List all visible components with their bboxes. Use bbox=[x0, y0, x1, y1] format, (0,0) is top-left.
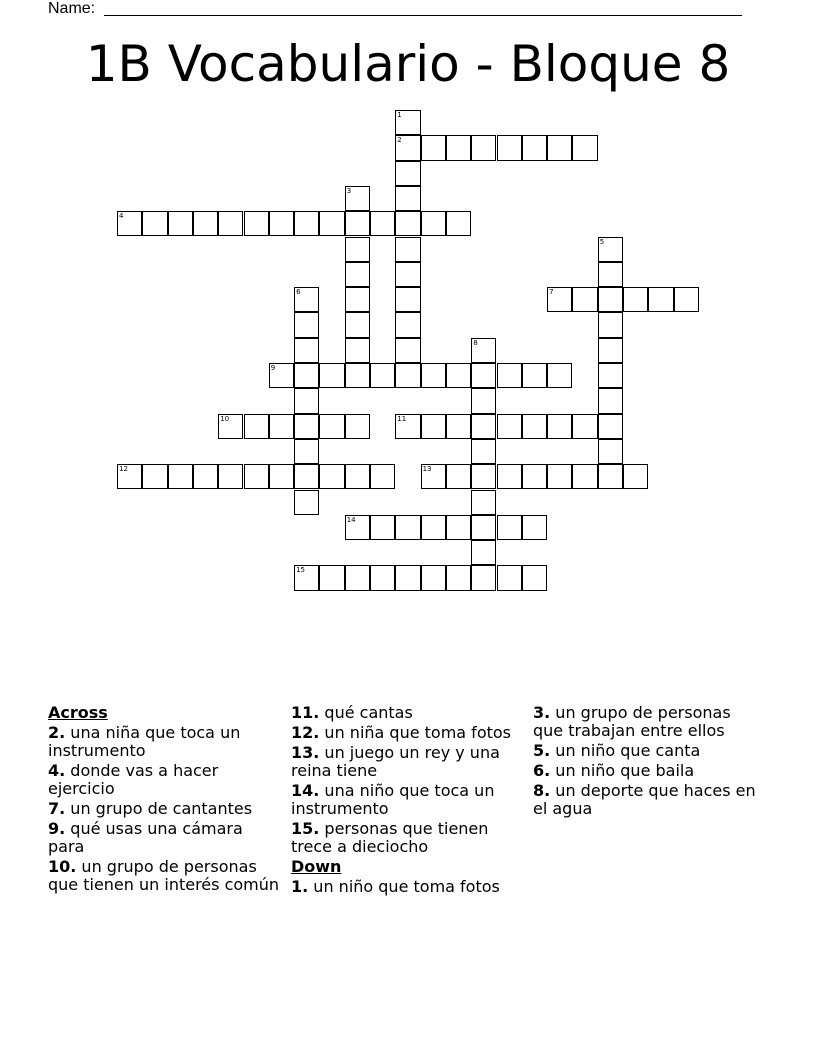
grid-cell[interactable] bbox=[395, 211, 420, 236]
grid-cell[interactable] bbox=[370, 565, 395, 590]
grid-cell[interactable] bbox=[471, 464, 496, 489]
grid-cell[interactable] bbox=[471, 540, 496, 565]
grid-cell[interactable] bbox=[168, 211, 193, 236]
grid-cell[interactable] bbox=[319, 565, 344, 590]
clue-number: 8 bbox=[473, 338, 478, 347]
grid-cell[interactable] bbox=[269, 211, 294, 236]
grid-cell[interactable] bbox=[395, 186, 420, 211]
grid-cell[interactable] bbox=[446, 135, 471, 160]
clue-item bbox=[48, 724, 280, 760]
grid-cell[interactable] bbox=[370, 211, 395, 236]
across-heading: Across bbox=[48, 703, 108, 722]
grid-cell[interactable] bbox=[471, 388, 496, 413]
grid-cell[interactable] bbox=[193, 464, 218, 489]
clue-number-label: 12. bbox=[291, 723, 320, 742]
clue-text: un grupo de cantantes bbox=[65, 799, 253, 818]
grid-cell[interactable] bbox=[471, 565, 496, 590]
grid-cell[interactable] bbox=[168, 464, 193, 489]
clue-text: un grupo de personas que tienen un interés común bbox=[48, 857, 280, 894]
grid-cell[interactable] bbox=[142, 464, 167, 489]
clue-text: un niño que baila bbox=[550, 761, 695, 780]
grid-cell[interactable] bbox=[395, 161, 420, 186]
grid-cell[interactable] bbox=[193, 211, 218, 236]
clue-item bbox=[291, 782, 523, 818]
grid-cell[interactable] bbox=[623, 464, 648, 489]
clue-item bbox=[533, 704, 765, 740]
clue-number-label: 6. bbox=[533, 761, 551, 780]
clue-number: 14 bbox=[346, 515, 356, 524]
grid-cell[interactable] bbox=[446, 515, 471, 540]
clue-text: un deporte que haces en el agua bbox=[533, 781, 756, 818]
clue-item bbox=[48, 858, 280, 894]
grid-cell[interactable] bbox=[648, 287, 673, 312]
page-title: 1B Vocabulario - Bloque 8 bbox=[85, 35, 731, 93]
grid-cell[interactable] bbox=[547, 414, 572, 439]
grid-cell[interactable] bbox=[522, 135, 547, 160]
grid-cell[interactable] bbox=[395, 565, 420, 590]
grid-cell[interactable] bbox=[446, 363, 471, 388]
clue-item bbox=[533, 762, 765, 780]
grid-cell[interactable] bbox=[598, 439, 623, 464]
grid-cell[interactable] bbox=[497, 464, 522, 489]
grid-cell[interactable] bbox=[294, 414, 319, 439]
grid-cell[interactable] bbox=[598, 464, 623, 489]
grid-cell[interactable] bbox=[446, 414, 471, 439]
grid-cell[interactable] bbox=[497, 363, 522, 388]
grid-cell[interactable] bbox=[294, 464, 319, 489]
clue-text: un niño que toma fotos bbox=[308, 877, 500, 896]
clue-number-label: 1. bbox=[291, 877, 309, 896]
clue-number-label: 14. bbox=[291, 781, 320, 800]
clue-number-label: 4. bbox=[48, 761, 66, 780]
grid-cell[interactable] bbox=[471, 414, 496, 439]
clues-column-1 bbox=[48, 704, 280, 896]
grid-cell[interactable] bbox=[345, 464, 370, 489]
grid-cell[interactable] bbox=[345, 262, 370, 287]
grid-cell[interactable] bbox=[446, 464, 471, 489]
grid-cell[interactable] bbox=[623, 287, 648, 312]
grid-cell[interactable] bbox=[572, 414, 597, 439]
clue-item bbox=[533, 782, 765, 818]
grid-cell[interactable] bbox=[598, 262, 623, 287]
grid-cell[interactable] bbox=[522, 565, 547, 590]
grid-cell[interactable] bbox=[598, 312, 623, 337]
grid-cell[interactable] bbox=[598, 414, 623, 439]
grid-cell[interactable] bbox=[598, 363, 623, 388]
grid-cell[interactable] bbox=[421, 211, 446, 236]
clue-number-label: 3. bbox=[533, 703, 551, 722]
grid-cell[interactable] bbox=[598, 338, 623, 363]
grid-cell[interactable] bbox=[421, 135, 446, 160]
grid-cell[interactable] bbox=[446, 565, 471, 590]
clue-item bbox=[291, 704, 523, 722]
grid-cell[interactable] bbox=[547, 464, 572, 489]
grid-cell[interactable] bbox=[572, 135, 597, 160]
clue-text: qué usas una cámara para bbox=[48, 819, 243, 856]
grid-cell[interactable] bbox=[446, 211, 471, 236]
grid-cell[interactable] bbox=[421, 363, 446, 388]
grid-cell[interactable] bbox=[395, 363, 420, 388]
clue-number: 1 bbox=[397, 111, 402, 119]
grid-cell[interactable] bbox=[471, 490, 496, 515]
clue-number: 6 bbox=[296, 288, 301, 297]
grid-cell[interactable] bbox=[319, 414, 344, 439]
clues-column-2 bbox=[291, 704, 523, 898]
grid-cell[interactable] bbox=[522, 464, 547, 489]
grid-cell[interactable] bbox=[294, 338, 319, 363]
clue-item bbox=[291, 744, 523, 780]
down-heading: Down bbox=[291, 857, 342, 876]
grid-cell[interactable] bbox=[370, 464, 395, 489]
grid-cell[interactable] bbox=[547, 135, 572, 160]
across-clue-list-continued bbox=[291, 704, 523, 856]
clue-number: 10 bbox=[220, 414, 230, 423]
grid-cell[interactable] bbox=[269, 414, 294, 439]
down-clue-list bbox=[291, 878, 523, 896]
clue-item bbox=[533, 742, 765, 760]
clue-item bbox=[291, 724, 523, 742]
grid-cell[interactable] bbox=[674, 287, 699, 312]
grid-cell[interactable] bbox=[218, 464, 243, 489]
grid-cell[interactable] bbox=[572, 287, 597, 312]
grid-cell[interactable] bbox=[294, 388, 319, 413]
clues-column-3 bbox=[533, 704, 765, 820]
grid-cell[interactable] bbox=[395, 287, 420, 312]
grid-cell[interactable] bbox=[345, 312, 370, 337]
grid-cell[interactable] bbox=[294, 211, 319, 236]
grid-cell[interactable] bbox=[497, 135, 522, 160]
clue-item bbox=[48, 762, 280, 798]
grid-cell[interactable] bbox=[497, 565, 522, 590]
clue-number-label: 5. bbox=[533, 741, 551, 760]
clue-item bbox=[48, 800, 280, 818]
grid-cell[interactable] bbox=[142, 211, 167, 236]
clue-number: 12 bbox=[119, 465, 128, 474]
grid-cell[interactable] bbox=[370, 363, 395, 388]
clue-number-label: 9. bbox=[48, 819, 66, 838]
clue-number: 7 bbox=[549, 288, 554, 297]
grid-cell[interactable] bbox=[471, 515, 496, 540]
grid-cell[interactable] bbox=[421, 414, 446, 439]
clue-text: un grupo de personas que trabajan entre ellos bbox=[533, 703, 731, 740]
grid-cell[interactable] bbox=[294, 490, 319, 515]
clue-number: 15 bbox=[296, 566, 306, 575]
grid-cell[interactable] bbox=[244, 464, 269, 489]
grid-cell[interactable] bbox=[395, 237, 420, 262]
grid-cell[interactable] bbox=[244, 414, 269, 439]
grid-cell[interactable] bbox=[319, 464, 344, 489]
grid-cell[interactable] bbox=[244, 211, 269, 236]
grid-cell[interactable] bbox=[522, 515, 547, 540]
grid-cell[interactable] bbox=[522, 363, 547, 388]
clue-number-label: 13. bbox=[291, 743, 320, 762]
clue-item bbox=[48, 820, 280, 856]
grid-cell[interactable] bbox=[345, 363, 370, 388]
grid-cell[interactable] bbox=[497, 515, 522, 540]
across-clue-list bbox=[48, 724, 280, 894]
grid-cell[interactable] bbox=[421, 515, 446, 540]
grid-cell[interactable] bbox=[294, 312, 319, 337]
grid-cell[interactable] bbox=[218, 211, 243, 236]
clue-text: una niño que toca un instrumento bbox=[291, 781, 495, 818]
clue-text: personas que tienen trece a dieciocho bbox=[291, 819, 489, 856]
clue-number: 9 bbox=[270, 364, 276, 372]
clue-number-label: 10. bbox=[48, 857, 77, 876]
clue-text: un niño que canta bbox=[550, 741, 701, 760]
grid-cell[interactable] bbox=[370, 515, 395, 540]
clue-number-label: 15. bbox=[291, 819, 320, 838]
grid-cell[interactable] bbox=[598, 388, 623, 413]
clue-number: 3 bbox=[346, 186, 352, 195]
clue-number-label: 8. bbox=[533, 781, 551, 800]
grid-cell[interactable] bbox=[471, 363, 496, 388]
grid-cell[interactable] bbox=[345, 565, 370, 590]
grid-cell[interactable] bbox=[345, 237, 370, 262]
clue-number: 5 bbox=[599, 237, 605, 246]
grid-cell[interactable] bbox=[345, 338, 370, 363]
grid-cell[interactable] bbox=[395, 312, 420, 337]
clue-text: un juego un rey y una reina tiene bbox=[291, 743, 500, 780]
clue-number-label: 11. bbox=[291, 703, 320, 722]
clue-number: 13 bbox=[422, 465, 432, 474]
clue-text: donde vas a hacer ejercicio bbox=[48, 761, 219, 798]
grid-cell[interactable] bbox=[294, 363, 319, 388]
grid-cell[interactable] bbox=[471, 439, 496, 464]
grid-cell[interactable] bbox=[294, 439, 319, 464]
grid-cell[interactable] bbox=[395, 515, 420, 540]
grid-cell[interactable] bbox=[395, 338, 420, 363]
clue-number-label: 7. bbox=[48, 799, 66, 818]
grid-cell[interactable] bbox=[319, 211, 344, 236]
grid-cell[interactable] bbox=[522, 414, 547, 439]
grid-cell[interactable] bbox=[598, 287, 623, 312]
clue-item bbox=[291, 820, 523, 856]
clue-number: 4 bbox=[119, 212, 124, 221]
grid-cell[interactable] bbox=[345, 414, 370, 439]
grid-cell[interactable] bbox=[345, 287, 370, 312]
name-label: Name: bbox=[48, 0, 96, 17]
grid-cell[interactable] bbox=[471, 135, 496, 160]
grid-cell[interactable] bbox=[572, 464, 597, 489]
down-clue-list-continued bbox=[533, 704, 765, 818]
clue-text: una niña que toca un instrumento bbox=[48, 723, 241, 760]
clue-number: 2 bbox=[397, 136, 402, 145]
clue-item bbox=[291, 878, 523, 896]
clue-text: qué cantas bbox=[319, 703, 413, 722]
grid-cell[interactable] bbox=[421, 565, 446, 590]
grid-cell[interactable] bbox=[395, 262, 420, 287]
grid-cell[interactable] bbox=[269, 464, 294, 489]
grid-cell[interactable] bbox=[345, 211, 370, 236]
grid-cell[interactable] bbox=[497, 414, 522, 439]
clue-text: un niña que toma fotos bbox=[319, 723, 511, 742]
clue-number: 11 bbox=[397, 414, 407, 423]
grid-cell[interactable] bbox=[319, 363, 344, 388]
clue-number-label: 2. bbox=[48, 723, 66, 742]
grid-cell[interactable] bbox=[547, 363, 572, 388]
